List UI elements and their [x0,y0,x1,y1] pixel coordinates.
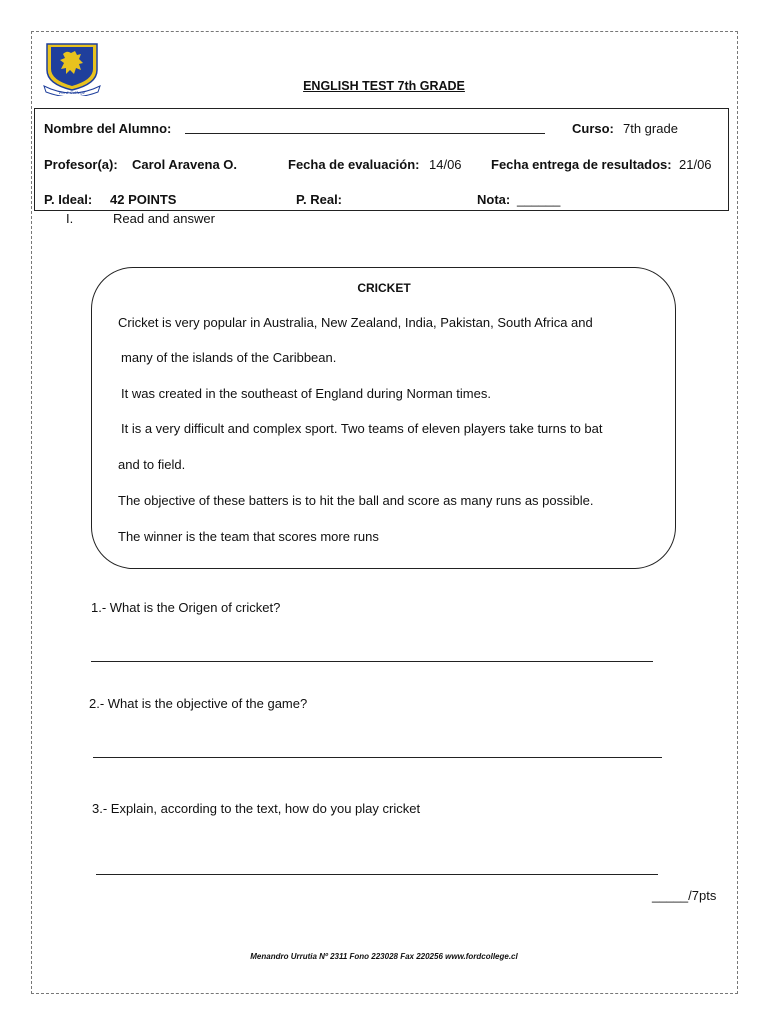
grade-field[interactable]: ______ [517,192,561,207]
course-label: Curso: [572,121,614,136]
ideal-score-value: 42 POINTS [110,192,177,207]
reading-line: It was created in the southeast of England during Norman times. [121,386,491,401]
teacher-value: Carol Aravena O. [132,157,238,172]
reading-line: and to field. [118,457,186,472]
question-3: 3.- Explain, according to the text, how do you play cricket [92,801,421,816]
student-name-field[interactable] [185,121,545,134]
answer-line-2[interactable] [93,757,662,758]
eval-date-value: 14/06 [429,157,462,172]
question-1: 1.- What is the Origen of cricket? [91,600,281,615]
eval-date-label: Fecha de evaluación: [288,157,420,172]
section-instruction: Read and answer [113,211,215,226]
score-field: _____/7pts [652,888,717,903]
ideal-score-label: P. Ideal: [44,192,93,207]
reading-line: The objective of these batters is to hit the ball and score as many runs as possible. [118,493,594,508]
section-number: I. [66,211,74,226]
question-2: 2.- What is the objective of the game? [89,696,308,711]
footer-contact: Menandro Urrutia Nº 2311 Fono 223028 Fax 220256 www.fordcollege.cl [250,952,518,961]
reading-title: CRICKET [357,281,411,295]
teacher-label: Profesor(a): [44,157,118,172]
reading-line: many of the islands of the Caribbean. [121,350,337,365]
answer-line-3[interactable] [96,874,658,875]
course-value: 7th grade [623,121,678,136]
svg-text:Ford College: Ford College [58,90,86,95]
results-date-label: Fecha entrega de resultados: [491,157,672,172]
results-date-value: 21/06 [679,157,712,172]
real-score-label: P. Real: [296,192,343,207]
page-title: ENGLISH TEST 7th GRADE [303,79,465,93]
grade-label: Nota: [477,192,511,207]
reading-line: It is a very difficult and complex sport. Two teams of eleven players take turns to bat [121,421,603,436]
student-name-label: Nombre del Alumno: [44,121,172,136]
answer-line-1[interactable] [91,661,653,662]
reading-passage-box [91,267,676,569]
reading-line: The winner is the team that scores more runs [118,529,379,544]
reading-line: Cricket is very popular in Australia, New Zealand, India, Pakistan, South Africa and [118,315,593,330]
